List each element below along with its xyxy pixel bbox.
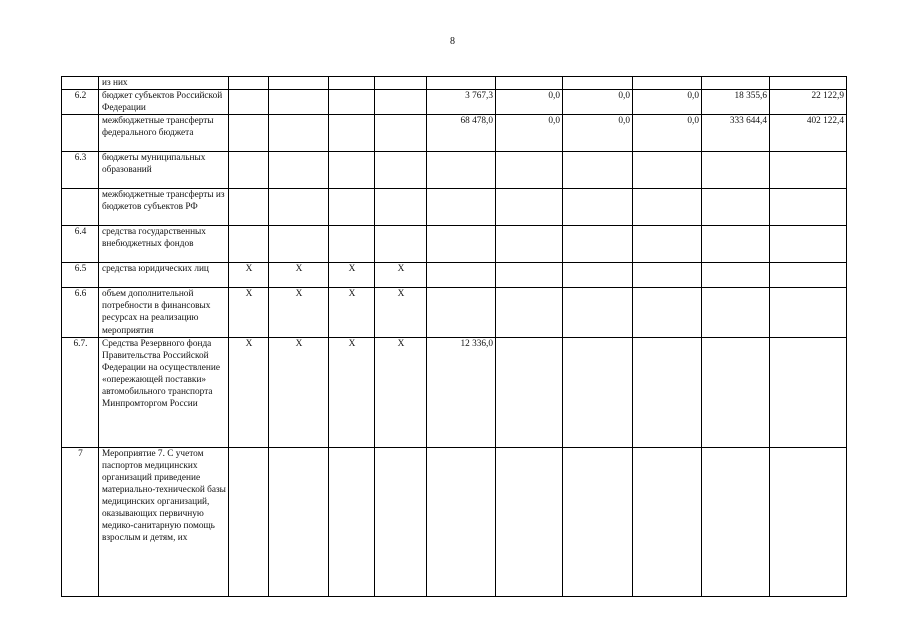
mark-cell: X: [269, 337, 329, 447]
row-number-cell: 6.5: [62, 263, 99, 288]
value-cell: [427, 77, 496, 90]
mark-cell: [329, 152, 375, 189]
row-number-cell: 6.7.: [62, 337, 99, 447]
table-row: [62, 337, 847, 447]
table-row: [62, 263, 847, 288]
value-cell: [427, 288, 496, 337]
value-cell: [702, 152, 770, 189]
value-cell: [496, 288, 563, 337]
value-cell: 0,0: [496, 90, 563, 115]
value-cell: [563, 189, 633, 226]
value-cell: [633, 447, 702, 596]
row-number-cell: 6.3: [62, 152, 99, 189]
row-number-cell: 6.4: [62, 226, 99, 263]
mark-cell: X: [375, 263, 427, 288]
value-cell: [427, 152, 496, 189]
value-cell: [563, 337, 633, 447]
mark-cell: [375, 152, 427, 189]
value-cell: 0,0: [633, 115, 702, 152]
value-cell: [563, 77, 633, 90]
value-cell: [427, 189, 496, 226]
mark-cell: [375, 115, 427, 152]
value-cell: 0,0: [633, 90, 702, 115]
mark-cell: [269, 77, 329, 90]
page-number: 8: [450, 36, 455, 47]
mark-cell: X: [229, 288, 269, 337]
mark-cell: X: [229, 263, 269, 288]
value-cell: [563, 447, 633, 596]
row-number-cell: 6.2: [62, 90, 99, 115]
table-row: [62, 189, 847, 226]
value-cell: [496, 263, 563, 288]
mark-cell: [229, 90, 269, 115]
value-cell: [563, 288, 633, 337]
value-cell: [633, 152, 702, 189]
value-cell: [427, 226, 496, 263]
row-name-cell: бюджет субъектов Российской Федерации: [99, 90, 229, 115]
value-cell: [633, 77, 702, 90]
mark-cell: [375, 90, 427, 115]
value-cell: [770, 447, 847, 596]
value-cell: [702, 226, 770, 263]
row-number-cell: 6.6: [62, 288, 99, 337]
value-cell: [770, 226, 847, 263]
value-cell: [633, 288, 702, 337]
row-number-cell: [62, 77, 99, 90]
table-row: [62, 226, 847, 263]
mark-cell: [229, 115, 269, 152]
mark-cell: [269, 189, 329, 226]
row-name-cell: межбюджетные трансферты федерального бюджета: [99, 115, 229, 152]
value-cell: [563, 263, 633, 288]
mark-cell: X: [329, 263, 375, 288]
row-name-cell: объем дополнительной потребности в финансовых ресурсах на реализацию мероприятия: [99, 288, 229, 337]
value-cell: 0,0: [563, 90, 633, 115]
value-cell: [770, 337, 847, 447]
value-cell: [702, 337, 770, 447]
value-cell: 22 122,9: [770, 90, 847, 115]
value-cell: [770, 288, 847, 337]
value-cell: [770, 152, 847, 189]
mark-cell: [329, 226, 375, 263]
value-cell: [427, 447, 496, 596]
mark-cell: X: [329, 337, 375, 447]
mark-cell: [269, 152, 329, 189]
table-row: [62, 288, 847, 337]
row-number-cell: [62, 189, 99, 226]
mark-cell: [375, 226, 427, 263]
row-name-cell: средства юридических лиц: [99, 263, 229, 288]
value-cell: 0,0: [496, 115, 563, 152]
table-row: [62, 447, 847, 596]
mark-cell: [329, 189, 375, 226]
value-cell: [427, 263, 496, 288]
value-cell: [496, 189, 563, 226]
table-row: [62, 115, 847, 152]
mark-cell: [375, 189, 427, 226]
value-cell: [563, 226, 633, 263]
value-cell: [702, 77, 770, 90]
value-cell: 333 644,4: [702, 115, 770, 152]
mark-cell: [329, 447, 375, 596]
row-name-cell: Мероприятие 7. С учетом паспортов медицинских организаций приведение материально-технической базы медицинских организаций, оказывающих первичную медико-санитарную помощь взрослым и детям, их: [99, 447, 229, 596]
mark-cell: [229, 152, 269, 189]
row-name-cell: межбюджетные трансферты из бюджетов субъектов РФ: [99, 189, 229, 226]
mark-cell: X: [375, 288, 427, 337]
mark-cell: [269, 115, 329, 152]
value-cell: 68 478,0: [427, 115, 496, 152]
mark-cell: [269, 90, 329, 115]
row-name-cell: Средства Резервного фонда Правительства Российской Федерации на осуществление «опережающей поставки» автомобильного транспорта Минпромторгом России: [99, 337, 229, 447]
value-cell: [496, 226, 563, 263]
row-number-cell: 7: [62, 447, 99, 596]
row-number-cell: [62, 115, 99, 152]
value-cell: 402 122,4: [770, 115, 847, 152]
budget-table: [61, 76, 847, 597]
value-cell: [770, 189, 847, 226]
value-cell: [633, 263, 702, 288]
value-cell: 18 355,6: [702, 90, 770, 115]
mark-cell: [229, 226, 269, 263]
value-cell: [496, 152, 563, 189]
mark-cell: [229, 189, 269, 226]
value-cell: [496, 447, 563, 596]
mark-cell: [329, 90, 375, 115]
value-cell: [702, 447, 770, 596]
value-cell: [702, 288, 770, 337]
row-name-cell: из них: [99, 77, 229, 90]
mark-cell: X: [229, 337, 269, 447]
value-cell: [496, 77, 563, 90]
value-cell: [702, 189, 770, 226]
table-row: [62, 77, 847, 90]
mark-cell: [269, 447, 329, 596]
value-cell: [496, 337, 563, 447]
value-cell: 0,0: [563, 115, 633, 152]
value-cell: [770, 77, 847, 90]
mark-cell: [375, 77, 427, 90]
mark-cell: X: [329, 288, 375, 337]
row-name-cell: бюджеты муниципальных образований: [99, 152, 229, 189]
row-name-cell: средства государственных внебюджетных фондов: [99, 226, 229, 263]
value-cell: 12 336,0: [427, 337, 496, 447]
value-cell: [770, 263, 847, 288]
mark-cell: [269, 226, 329, 263]
mark-cell: [229, 77, 269, 90]
table-row: [62, 90, 847, 115]
value-cell: [633, 226, 702, 263]
table-row: [62, 152, 847, 189]
value-cell: [563, 152, 633, 189]
value-cell: [633, 337, 702, 447]
value-cell: 3 767,3: [427, 90, 496, 115]
mark-cell: [229, 447, 269, 596]
mark-cell: [329, 115, 375, 152]
value-cell: [702, 263, 770, 288]
mark-cell: X: [269, 263, 329, 288]
value-cell: [633, 189, 702, 226]
mark-cell: X: [375, 337, 427, 447]
mark-cell: [375, 447, 427, 596]
mark-cell: [329, 77, 375, 90]
mark-cell: X: [269, 288, 329, 337]
